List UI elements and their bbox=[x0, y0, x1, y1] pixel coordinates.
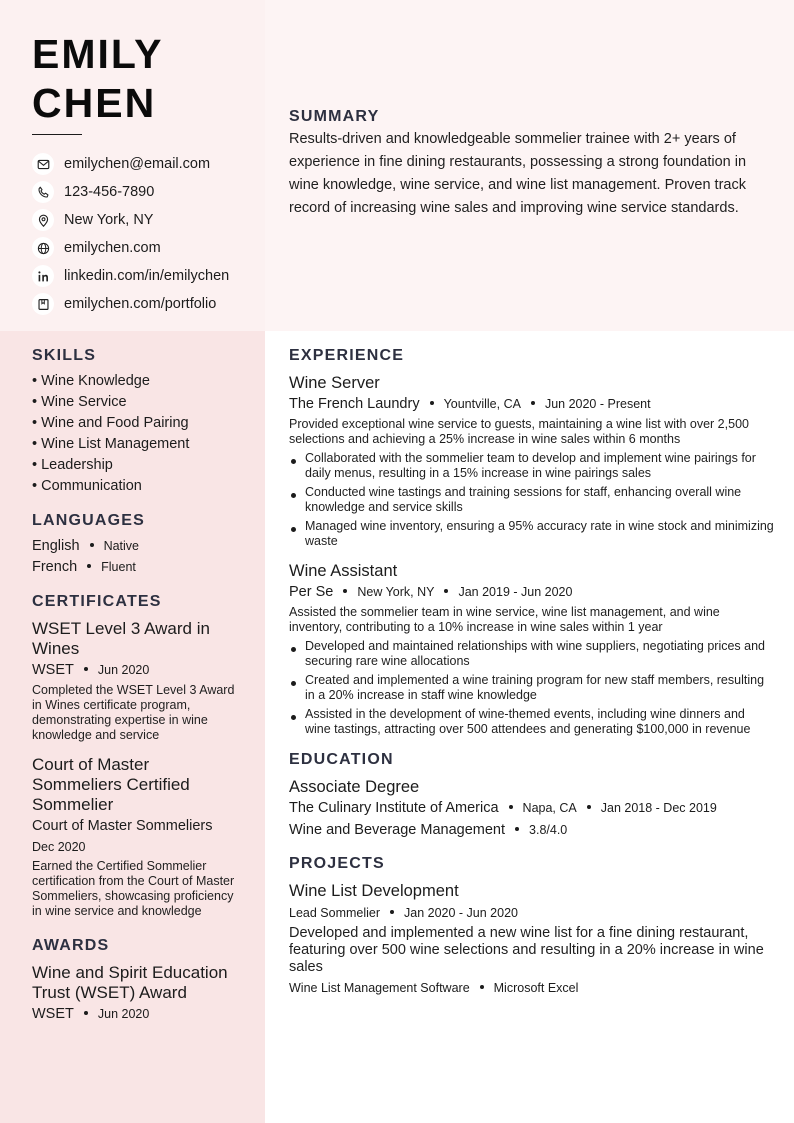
certificate-issuer: Court of Master Sommeliers bbox=[32, 818, 213, 834]
certificates-heading: CERTIFICATES bbox=[32, 593, 162, 610]
projects-section bbox=[289, 855, 774, 998]
education-dates: Jan 2018 - Dec 2019 bbox=[600, 801, 717, 815]
project-item bbox=[289, 881, 774, 998]
language-row bbox=[32, 557, 237, 578]
summary-heading: SUMMARY bbox=[289, 108, 380, 125]
skills-section bbox=[32, 347, 237, 497]
globe-icon bbox=[32, 237, 54, 259]
main-content bbox=[289, 347, 774, 998]
skill-item: • Wine Knowledge bbox=[32, 373, 150, 389]
experience-section bbox=[289, 347, 774, 737]
first-name: EMILY bbox=[32, 31, 164, 77]
job-title: Wine Server bbox=[289, 374, 380, 392]
project-description: Developed and implemented a new wine list for a fine dining restaurant, featuring over 500 wine selections and resulting in a 20% increase in wine sales bbox=[289, 925, 764, 975]
skills-heading: SKILLS bbox=[32, 347, 97, 364]
contact-website[interactable] bbox=[32, 234, 262, 262]
job-bullet: Assisted in the development of wine-themed events, including wine dinners and wine tastings, attracting over 500 attendees and generating $100,000 in revenue bbox=[289, 707, 774, 737]
certificates-section bbox=[32, 593, 237, 919]
education-field: Wine and Beverage Management bbox=[289, 822, 506, 838]
job-bullets bbox=[289, 639, 774, 737]
certificate-date: Jun 2020 bbox=[97, 663, 150, 677]
contact-location-text: New York, NY bbox=[64, 212, 154, 228]
candidate-name bbox=[32, 30, 252, 128]
skills-list bbox=[32, 371, 237, 497]
separator-dot bbox=[84, 667, 88, 671]
job-meta bbox=[289, 393, 774, 415]
contact-website-text: emilychen.com bbox=[64, 240, 161, 256]
separator-dot bbox=[531, 401, 535, 405]
job-company: Per Se bbox=[289, 584, 334, 600]
job-bullet: Managed wine inventory, ensuring a 95% accuracy rate in wine stock and minimizing waste bbox=[289, 519, 774, 549]
job-bullet: Created and implemented a wine training program for new staff members, resulting in a 20% increase in staff wine knowledge bbox=[289, 673, 774, 703]
award-meta bbox=[32, 1003, 237, 1025]
separator-dot bbox=[90, 543, 94, 547]
job-dates: Jan 2019 - Jun 2020 bbox=[458, 585, 573, 599]
certificate-date: Dec 2020 bbox=[32, 840, 86, 854]
summary-section bbox=[289, 108, 774, 220]
skill-item: • Wine and Food Pairing bbox=[32, 415, 189, 431]
certificate-item bbox=[32, 619, 237, 743]
summary-text: Results-driven and knowledgeable sommelier trainee with 2+ years of experience in fine dining restaurants, possessing a strong foundation in wine knowledge, wine service, and wine list management. Proven track record of increasing wine sales and improving wine service standards. bbox=[289, 131, 747, 216]
education-section bbox=[289, 751, 774, 841]
linkedin-icon bbox=[32, 265, 54, 287]
contact-phone-text: 123-456-7890 bbox=[64, 184, 155, 200]
contact-list bbox=[32, 150, 262, 318]
contact-email-text: emilychen@email.com bbox=[64, 156, 211, 172]
language-row bbox=[32, 536, 237, 557]
education-heading: EDUCATION bbox=[289, 751, 394, 768]
contact-phone[interactable] bbox=[32, 178, 262, 206]
contact-portfolio[interactable] bbox=[32, 290, 262, 318]
education-school: The Culinary Institute of America bbox=[289, 800, 499, 816]
project-role: Lead Sommelier bbox=[289, 906, 381, 920]
award-date: Jun 2020 bbox=[97, 1007, 150, 1021]
separator-dot bbox=[84, 1011, 88, 1015]
project-tool: Wine List Management Software bbox=[289, 981, 470, 995]
languages-heading: LANGUAGES bbox=[32, 512, 146, 529]
skill-item: • Leadership bbox=[32, 457, 113, 473]
experience-heading: EXPERIENCE bbox=[289, 347, 405, 364]
job-meta bbox=[289, 581, 774, 603]
awards-heading: AWARDS bbox=[32, 937, 110, 954]
job-bullet: Collaborated with the sommelier team to develop and implement wine pairings for daily menus, resulting in a 15% increase in wine pairings sales bbox=[289, 451, 774, 481]
portfolio-icon bbox=[32, 293, 54, 315]
education-field-row bbox=[289, 819, 774, 841]
job-bullet: Conducted wine tastings and training sessions for staff, enhancing overall wine knowledge and service skills bbox=[289, 485, 774, 515]
sidebar-content bbox=[32, 347, 237, 1025]
job-location: Yountville, CA bbox=[443, 397, 521, 411]
job-title: Wine Assistant bbox=[289, 562, 398, 580]
education-gpa: 3.8/4.0 bbox=[529, 823, 568, 837]
education-meta bbox=[289, 797, 774, 819]
skill-item: • Communication bbox=[32, 478, 142, 494]
project-title: Wine List Development bbox=[289, 882, 459, 900]
certificate-issuer: WSET bbox=[32, 662, 74, 678]
separator-dot bbox=[87, 564, 91, 568]
certificate-description: Completed the WSET Level 3 Award in Wines certificate program, demonstrating expertise in wine knowledge and service bbox=[32, 683, 235, 742]
separator-dot bbox=[430, 401, 434, 405]
education-degree: Associate Degree bbox=[289, 778, 420, 796]
award-issuer: WSET bbox=[32, 1006, 74, 1022]
project-meta bbox=[289, 903, 774, 923]
education-location: Napa, CA bbox=[522, 801, 577, 815]
contact-linkedin[interactable] bbox=[32, 262, 262, 290]
name-divider bbox=[32, 134, 82, 135]
job-description: Provided exceptional wine service to guests, maintaining a wine list with over 2,500 selections and achieving a 25% increase in wine sales within 6 months bbox=[289, 417, 749, 446]
skill-item: • Wine Service bbox=[32, 394, 127, 410]
job-location: New York, NY bbox=[357, 585, 435, 599]
contact-location bbox=[32, 206, 262, 234]
contact-linkedin-text: linkedin.com/in/emilychen bbox=[64, 268, 230, 284]
awards-section bbox=[32, 937, 237, 1025]
certificate-meta bbox=[32, 659, 237, 681]
separator-dot bbox=[343, 589, 347, 593]
separator-dot bbox=[509, 805, 513, 809]
projects-heading: PROJECTS bbox=[289, 855, 385, 872]
job-item bbox=[289, 373, 774, 549]
award-title: Wine and Spirit Education Trust (WSET) Award bbox=[32, 963, 228, 1002]
contact-email[interactable] bbox=[32, 150, 262, 178]
separator-dot bbox=[390, 910, 394, 914]
language-name: English bbox=[32, 538, 80, 554]
certificate-title: Court of Master Sommeliers Certified Sommelier bbox=[32, 755, 190, 814]
separator-dot bbox=[587, 805, 591, 809]
separator-dot bbox=[480, 985, 484, 989]
education-item bbox=[289, 777, 774, 841]
location-pin-icon bbox=[32, 209, 54, 231]
job-bullets bbox=[289, 451, 774, 549]
separator-dot bbox=[515, 827, 519, 831]
language-name: French bbox=[32, 559, 78, 575]
job-company: The French Laundry bbox=[289, 396, 420, 412]
certificate-title: WSET Level 3 Award in Wines bbox=[32, 619, 210, 658]
project-tool: Microsoft Excel bbox=[493, 981, 579, 995]
language-level: Fluent bbox=[101, 560, 136, 574]
project-dates: Jan 2020 - Jun 2020 bbox=[404, 906, 518, 920]
award-item bbox=[32, 963, 237, 1025]
skill-item: • Wine List Management bbox=[32, 436, 190, 452]
mail-icon bbox=[32, 153, 54, 175]
certificate-item bbox=[32, 755, 237, 919]
phone-icon bbox=[32, 181, 54, 203]
last-name: CHEN bbox=[32, 80, 157, 126]
job-bullet: Developed and maintained relationships with wine suppliers, negotiating prices and securing rare wine allocations bbox=[289, 639, 774, 669]
job-item bbox=[289, 561, 774, 737]
job-description: Assisted the sommelier team in wine service, wine list management, and wine inventory, contributing to a 10% increase in wine sales within 1 year bbox=[289, 605, 720, 634]
language-level: Native bbox=[103, 539, 139, 553]
project-tools bbox=[289, 978, 774, 998]
separator-dot bbox=[444, 589, 448, 593]
certificate-description: Earned the Certified Sommelier certification from the Court of Master Sommeliers, showcasing proficiency in wine service and knowledge bbox=[32, 859, 235, 918]
job-dates: Jun 2020 - Present bbox=[544, 397, 651, 411]
languages-section bbox=[32, 512, 237, 578]
contact-portfolio-text: emilychen.com/portfolio bbox=[64, 296, 217, 312]
